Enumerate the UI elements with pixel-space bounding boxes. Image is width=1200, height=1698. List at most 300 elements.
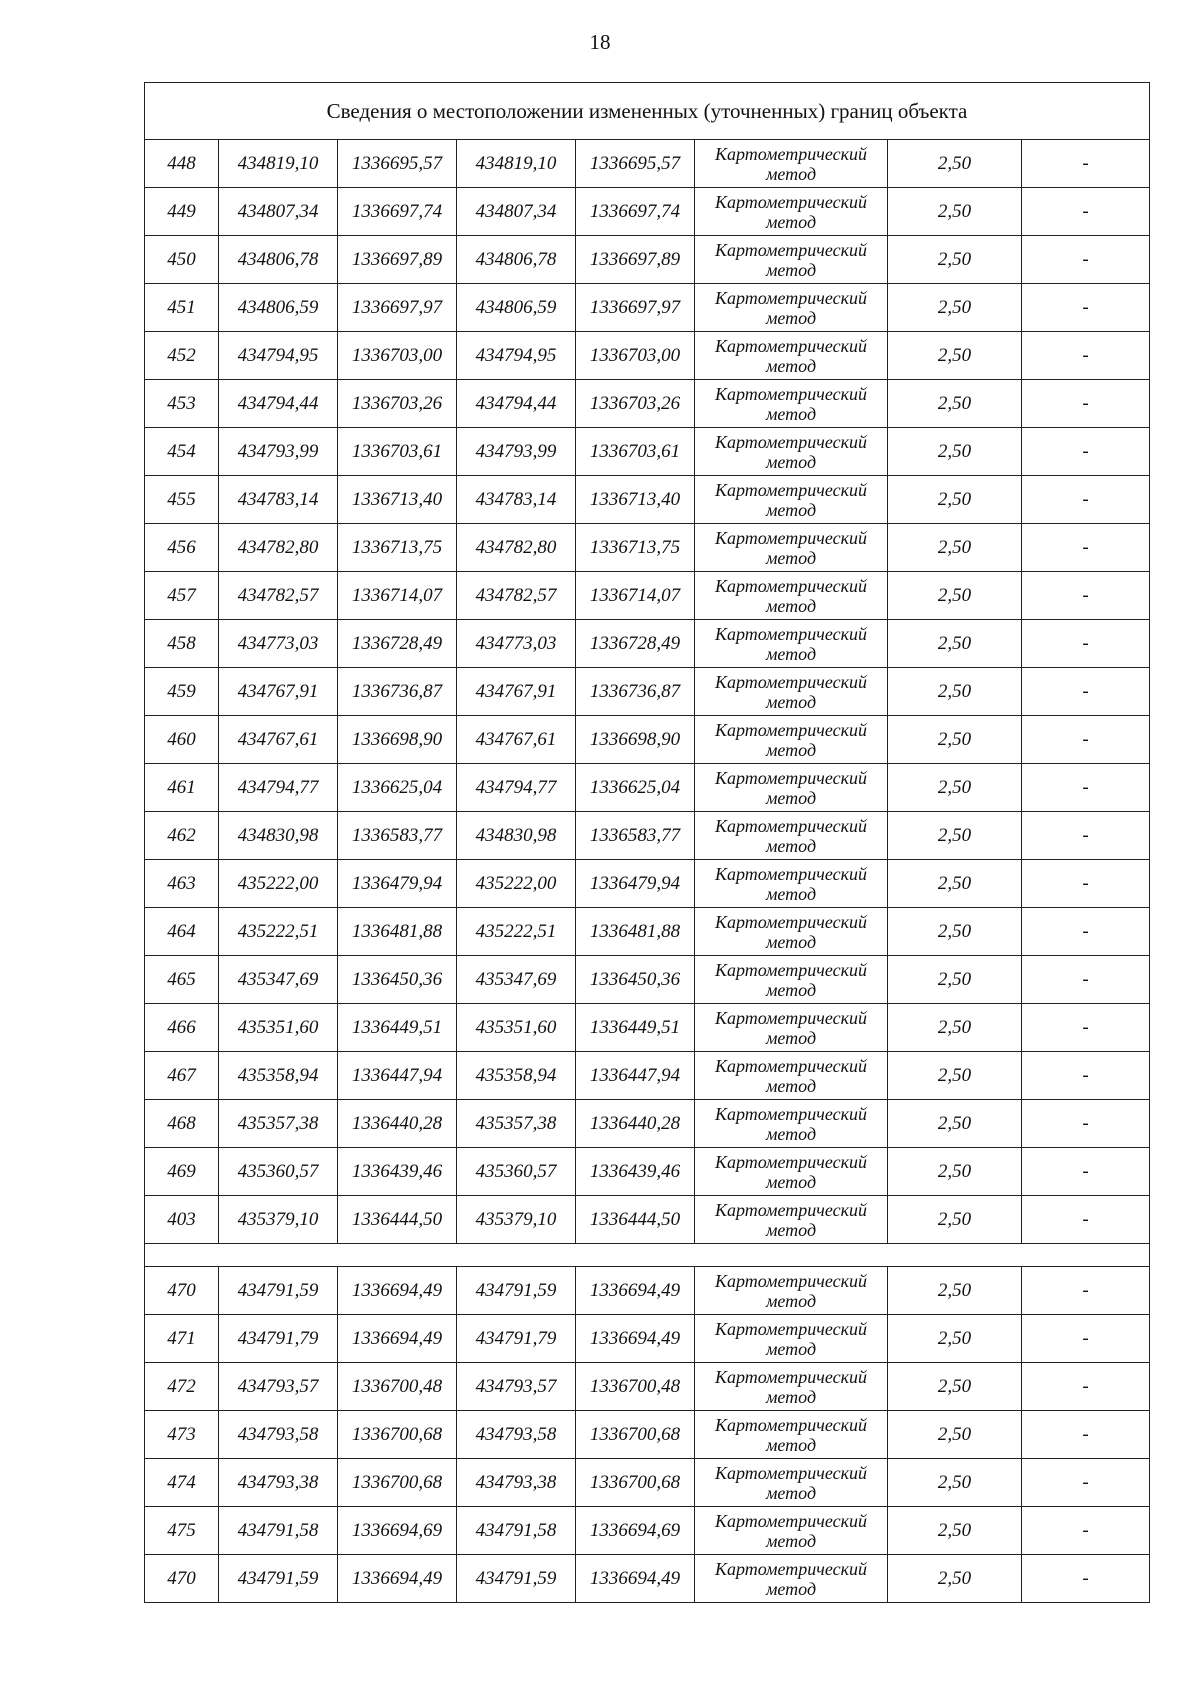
method-line-2: метод [765, 595, 817, 616]
table-row [145, 668, 1150, 716]
method-cell [695, 812, 888, 860]
existing-x-cell: 435360,57 [219, 1148, 338, 1196]
existing-x-cell: 434794,77 [219, 764, 338, 812]
accuracy-cell: 2,50 [888, 1459, 1022, 1507]
contour-separator-cell [145, 1244, 1150, 1267]
method-line-2: метод [765, 1386, 817, 1407]
method-line-1: Картометрический [714, 1151, 867, 1172]
existing-y-cell: 1336713,75 [338, 524, 457, 572]
new-y-cell: 1336700,48 [576, 1363, 695, 1411]
existing-y-cell: 1336583,77 [338, 812, 457, 860]
method-line-2: метод [765, 451, 817, 472]
existing-x-cell: 434773,03 [219, 620, 338, 668]
point-number-cell: 470 [145, 1267, 219, 1315]
method-cell [695, 140, 888, 188]
table-row [145, 1004, 1150, 1052]
table-row [145, 716, 1150, 764]
new-x-cell: 435360,57 [457, 1148, 576, 1196]
existing-y-cell: 1336694,69 [338, 1507, 457, 1555]
description-cell: - [1022, 284, 1150, 332]
new-y-cell: 1336700,68 [576, 1411, 695, 1459]
table-row [145, 1459, 1150, 1507]
accuracy-cell: 2,50 [888, 908, 1022, 956]
new-y-cell: 1336698,90 [576, 716, 695, 764]
method-line-1: Картометрический [714, 1366, 867, 1387]
table-row [145, 380, 1150, 428]
method-cell [695, 860, 888, 908]
existing-y-cell: 1336694,49 [338, 1315, 457, 1363]
existing-x-cell: 434793,57 [219, 1363, 338, 1411]
accuracy-cell: 2,50 [888, 332, 1022, 380]
method-line-1: Картометрический [714, 1103, 867, 1124]
existing-y-cell: 1336736,87 [338, 668, 457, 716]
existing-y-cell: 1336694,49 [338, 1555, 457, 1603]
method-line-1: Картометрический [714, 719, 867, 740]
method-cell [695, 1507, 888, 1555]
accuracy-cell: 2,50 [888, 716, 1022, 764]
new-x-cell: 434767,91 [457, 668, 576, 716]
method-line-1: Картометрический [714, 239, 867, 260]
new-y-cell: 1336697,89 [576, 236, 695, 284]
method-cell [695, 908, 888, 956]
existing-y-cell: 1336440,28 [338, 1100, 457, 1148]
description-cell: - [1022, 1004, 1150, 1052]
new-x-cell: 434791,59 [457, 1555, 576, 1603]
table-row [145, 956, 1150, 1004]
new-x-cell: 434807,34 [457, 188, 576, 236]
new-x-cell: 434793,57 [457, 1363, 576, 1411]
table-row [145, 812, 1150, 860]
accuracy-cell: 2,50 [888, 1148, 1022, 1196]
point-number-cell: 455 [145, 476, 219, 524]
description-cell: - [1022, 1100, 1150, 1148]
method-line-2: метод [765, 1338, 817, 1359]
method-line-2: метод [765, 403, 817, 424]
point-number-cell: 449 [145, 188, 219, 236]
point-number-cell: 457 [145, 572, 219, 620]
accuracy-cell: 2,50 [888, 1411, 1022, 1459]
existing-y-cell: 1336625,04 [338, 764, 457, 812]
new-y-cell: 1336703,61 [576, 428, 695, 476]
new-x-cell: 435347,69 [457, 956, 576, 1004]
method-cell [695, 1315, 888, 1363]
point-number-cell: 451 [145, 284, 219, 332]
table-row [145, 140, 1150, 188]
new-x-cell: 434791,59 [457, 1267, 576, 1315]
point-number-cell: 461 [145, 764, 219, 812]
method-cell [695, 380, 888, 428]
table-row [145, 524, 1150, 572]
accuracy-cell: 2,50 [888, 812, 1022, 860]
table-row [145, 428, 1150, 476]
existing-y-cell: 1336700,68 [338, 1411, 457, 1459]
table-row [145, 1052, 1150, 1100]
accuracy-cell: 2,50 [888, 1100, 1022, 1148]
page-number: 18 [589, 30, 611, 54]
accuracy-cell: 2,50 [888, 620, 1022, 668]
method-cell [695, 332, 888, 380]
point-number-cell: 468 [145, 1100, 219, 1148]
accuracy-cell: 2,50 [888, 1267, 1022, 1315]
table-row [145, 284, 1150, 332]
new-x-cell: 434794,44 [457, 380, 576, 428]
table-row [145, 1555, 1150, 1603]
existing-x-cell: 434767,61 [219, 716, 338, 764]
description-cell: - [1022, 1507, 1150, 1555]
existing-x-cell: 434807,34 [219, 188, 338, 236]
table-row [145, 860, 1150, 908]
point-number-cell: 473 [145, 1411, 219, 1459]
existing-y-cell: 1336700,68 [338, 1459, 457, 1507]
new-x-cell: 435379,10 [457, 1196, 576, 1244]
point-number-cell: 469 [145, 1148, 219, 1196]
table-row [145, 1100, 1150, 1148]
new-y-cell: 1336450,36 [576, 956, 695, 1004]
method-line-2: метод [765, 1075, 817, 1096]
point-number-cell: 474 [145, 1459, 219, 1507]
point-number-cell: 465 [145, 956, 219, 1004]
table-title-row [145, 83, 1150, 140]
point-number-cell: 467 [145, 1052, 219, 1100]
table-row [145, 908, 1150, 956]
existing-y-cell: 1336444,50 [338, 1196, 457, 1244]
accuracy-cell: 2,50 [888, 572, 1022, 620]
method-cell [695, 1196, 888, 1244]
description-cell: - [1022, 1411, 1150, 1459]
accuracy-cell: 2,50 [888, 1196, 1022, 1244]
description-cell: - [1022, 908, 1150, 956]
method-line-1: Картометрический [714, 1270, 867, 1291]
new-y-cell: 1336703,00 [576, 332, 695, 380]
method-cell [695, 428, 888, 476]
existing-y-cell: 1336694,49 [338, 1267, 457, 1315]
existing-x-cell: 434806,59 [219, 284, 338, 332]
new-x-cell: 434793,38 [457, 1459, 576, 1507]
new-x-cell: 434782,57 [457, 572, 576, 620]
method-cell [695, 1100, 888, 1148]
new-y-cell: 1336449,51 [576, 1004, 695, 1052]
method-line-2: метод [765, 307, 817, 328]
existing-x-cell: 434782,80 [219, 524, 338, 572]
method-line-1: Картометрический [714, 575, 867, 596]
method-line-2: метод [765, 211, 817, 232]
description-cell: - [1022, 1459, 1150, 1507]
table-row [145, 572, 1150, 620]
new-x-cell: 435357,38 [457, 1100, 576, 1148]
existing-x-cell: 434793,38 [219, 1459, 338, 1507]
method-line-2: метод [765, 979, 817, 1000]
method-line-1: Картометрический [714, 143, 867, 164]
method-line-2: метод [765, 1290, 817, 1311]
description-cell: - [1022, 572, 1150, 620]
method-line-1: Картометрический [714, 287, 867, 308]
method-line-2: метод [765, 691, 817, 712]
method-line-1: Картометрический [714, 1510, 867, 1531]
point-number-cell: 459 [145, 668, 219, 716]
method-line-1: Картометрический [714, 335, 867, 356]
method-line-1: Картометрический [714, 383, 867, 404]
method-line-1: Картометрический [714, 1558, 867, 1579]
description-cell: - [1022, 428, 1150, 476]
existing-x-cell: 435222,51 [219, 908, 338, 956]
method-line-2: метод [765, 547, 817, 568]
accuracy-cell: 2,50 [888, 428, 1022, 476]
new-y-cell: 1336714,07 [576, 572, 695, 620]
point-number-cell: 452 [145, 332, 219, 380]
method-cell [695, 668, 888, 716]
method-line-2: метод [765, 1171, 817, 1192]
method-line-2: метод [765, 1482, 817, 1503]
method-line-1: Картометрический [714, 527, 867, 548]
new-y-cell: 1336694,49 [576, 1315, 695, 1363]
method-line-2: метод [765, 1578, 817, 1599]
accuracy-cell: 2,50 [888, 188, 1022, 236]
method-line-2: метод [765, 355, 817, 376]
method-cell [695, 1004, 888, 1052]
new-x-cell: 434794,77 [457, 764, 576, 812]
new-x-cell: 435351,60 [457, 1004, 576, 1052]
method-cell [695, 1363, 888, 1411]
existing-y-cell: 1336697,74 [338, 188, 457, 236]
method-line-2: метод [765, 739, 817, 760]
method-line-1: Картометрический [714, 431, 867, 452]
description-cell: - [1022, 188, 1150, 236]
new-x-cell: 434767,61 [457, 716, 576, 764]
new-y-cell: 1336694,69 [576, 1507, 695, 1555]
method-line-2: метод [765, 1530, 817, 1551]
existing-y-cell: 1336700,48 [338, 1363, 457, 1411]
point-number-cell: 475 [145, 1507, 219, 1555]
method-line-1: Картометрический [714, 1318, 867, 1339]
method-cell [695, 620, 888, 668]
table-row [145, 1411, 1150, 1459]
contour-separator-row [145, 1244, 1150, 1267]
existing-y-cell: 1336703,26 [338, 380, 457, 428]
point-number-cell: 456 [145, 524, 219, 572]
accuracy-cell: 2,50 [888, 1363, 1022, 1411]
method-cell [695, 476, 888, 524]
existing-y-cell: 1336449,51 [338, 1004, 457, 1052]
method-line-2: метод [765, 499, 817, 520]
method-line-1: Картометрический [714, 863, 867, 884]
accuracy-cell: 2,50 [888, 1315, 1022, 1363]
point-number-cell: 464 [145, 908, 219, 956]
method-cell [695, 764, 888, 812]
accuracy-cell: 2,50 [888, 764, 1022, 812]
method-line-1: Картометрический [714, 671, 867, 692]
new-y-cell: 1336583,77 [576, 812, 695, 860]
existing-x-cell: 434791,59 [219, 1555, 338, 1603]
new-y-cell: 1336481,88 [576, 908, 695, 956]
new-y-cell: 1336625,04 [576, 764, 695, 812]
new-x-cell: 434806,59 [457, 284, 576, 332]
existing-y-cell: 1336703,61 [338, 428, 457, 476]
accuracy-cell: 2,50 [888, 668, 1022, 716]
method-cell [695, 1555, 888, 1603]
method-cell [695, 1267, 888, 1315]
new-x-cell: 435222,00 [457, 860, 576, 908]
new-x-cell: 434782,80 [457, 524, 576, 572]
accuracy-cell: 2,50 [888, 236, 1022, 284]
existing-x-cell: 434806,78 [219, 236, 338, 284]
existing-x-cell: 434819,10 [219, 140, 338, 188]
description-cell: - [1022, 764, 1150, 812]
description-cell: - [1022, 380, 1150, 428]
new-x-cell: 435358,94 [457, 1052, 576, 1100]
new-x-cell: 434830,98 [457, 812, 576, 860]
existing-y-cell: 1336698,90 [338, 716, 457, 764]
method-line-2: метод [765, 835, 817, 856]
description-cell: - [1022, 956, 1150, 1004]
new-y-cell: 1336694,49 [576, 1267, 695, 1315]
accuracy-cell: 2,50 [888, 1052, 1022, 1100]
point-number-cell: 458 [145, 620, 219, 668]
point-number-cell: 454 [145, 428, 219, 476]
point-number-cell: 466 [145, 1004, 219, 1052]
point-number-cell: 450 [145, 236, 219, 284]
description-cell: - [1022, 1363, 1150, 1411]
description-cell: - [1022, 1555, 1150, 1603]
accuracy-cell: 2,50 [888, 1555, 1022, 1603]
existing-y-cell: 1336695,57 [338, 140, 457, 188]
existing-x-cell: 434794,95 [219, 332, 338, 380]
point-number-cell: 470 [145, 1555, 219, 1603]
new-x-cell: 435222,51 [457, 908, 576, 956]
method-line-2: метод [765, 1219, 817, 1240]
description-cell: - [1022, 620, 1150, 668]
description-cell: - [1022, 140, 1150, 188]
existing-x-cell: 434791,59 [219, 1267, 338, 1315]
existing-x-cell: 434793,99 [219, 428, 338, 476]
description-cell: - [1022, 236, 1150, 284]
existing-y-cell: 1336697,97 [338, 284, 457, 332]
accuracy-cell: 2,50 [888, 284, 1022, 332]
new-y-cell: 1336694,49 [576, 1555, 695, 1603]
method-line-2: метод [765, 883, 817, 904]
method-cell [695, 236, 888, 284]
method-line-1: Картометрический [714, 959, 867, 980]
new-x-cell: 434819,10 [457, 140, 576, 188]
table-row [145, 1363, 1150, 1411]
existing-y-cell: 1336481,88 [338, 908, 457, 956]
method-line-2: метод [765, 1027, 817, 1048]
accuracy-cell: 2,50 [888, 956, 1022, 1004]
description-cell: - [1022, 524, 1150, 572]
new-x-cell: 434783,14 [457, 476, 576, 524]
method-line-2: метод [765, 1434, 817, 1455]
table-title: Сведения о местоположении измененных (уточненных) границ объекта [145, 83, 1150, 140]
new-y-cell: 1336700,68 [576, 1459, 695, 1507]
table-row [145, 1267, 1150, 1315]
description-cell: - [1022, 1267, 1150, 1315]
accuracy-cell: 2,50 [888, 524, 1022, 572]
new-y-cell: 1336703,26 [576, 380, 695, 428]
table-row [145, 332, 1150, 380]
description-cell: - [1022, 860, 1150, 908]
method-line-1: Картометрический [714, 623, 867, 644]
new-x-cell: 434806,78 [457, 236, 576, 284]
existing-x-cell: 434830,98 [219, 812, 338, 860]
method-line-1: Картометрический [714, 1007, 867, 1028]
existing-y-cell: 1336479,94 [338, 860, 457, 908]
accuracy-cell: 2,50 [888, 1004, 1022, 1052]
point-number-cell: 460 [145, 716, 219, 764]
existing-y-cell: 1336697,89 [338, 236, 457, 284]
new-y-cell: 1336728,49 [576, 620, 695, 668]
new-y-cell: 1336713,75 [576, 524, 695, 572]
method-line-2: метод [765, 1123, 817, 1144]
new-y-cell: 1336444,50 [576, 1196, 695, 1244]
table-row [145, 476, 1150, 524]
new-y-cell: 1336439,46 [576, 1148, 695, 1196]
table-row [145, 764, 1150, 812]
existing-x-cell: 435358,94 [219, 1052, 338, 1100]
method-cell [695, 956, 888, 1004]
new-y-cell: 1336736,87 [576, 668, 695, 716]
method-line-1: Картометрический [714, 1462, 867, 1483]
table-row [145, 236, 1150, 284]
new-x-cell: 434793,58 [457, 1411, 576, 1459]
method-line-2: метод [765, 787, 817, 808]
new-y-cell: 1336479,94 [576, 860, 695, 908]
method-line-1: Картометрический [714, 1414, 867, 1435]
table-row [145, 1315, 1150, 1363]
accuracy-cell: 2,50 [888, 140, 1022, 188]
method-cell [695, 1148, 888, 1196]
existing-x-cell: 434767,91 [219, 668, 338, 716]
point-number-cell: 471 [145, 1315, 219, 1363]
existing-x-cell: 434794,44 [219, 380, 338, 428]
table-row [145, 188, 1150, 236]
method-cell [695, 1052, 888, 1100]
existing-x-cell: 435222,00 [219, 860, 338, 908]
method-line-2: метод [765, 259, 817, 280]
point-number-cell: 472 [145, 1363, 219, 1411]
method-line-1: Картометрический [714, 191, 867, 212]
method-line-2: метод [765, 163, 817, 184]
new-y-cell: 1336447,94 [576, 1052, 695, 1100]
new-x-cell: 434773,03 [457, 620, 576, 668]
existing-y-cell: 1336439,46 [338, 1148, 457, 1196]
existing-y-cell: 1336713,40 [338, 476, 457, 524]
existing-x-cell: 434782,57 [219, 572, 338, 620]
method-line-1: Картометрический [714, 911, 867, 932]
method-cell [695, 188, 888, 236]
point-number-cell: 403 [145, 1196, 219, 1244]
description-cell: - [1022, 1315, 1150, 1363]
accuracy-cell: 2,50 [888, 860, 1022, 908]
method-line-1: Картометрический [714, 1055, 867, 1076]
method-line-2: метод [765, 643, 817, 664]
table-row [145, 1148, 1150, 1196]
method-cell [695, 284, 888, 332]
description-cell: - [1022, 332, 1150, 380]
method-cell [695, 1411, 888, 1459]
accuracy-cell: 2,50 [888, 476, 1022, 524]
point-number-cell: 463 [145, 860, 219, 908]
new-y-cell: 1336695,57 [576, 140, 695, 188]
method-line-2: метод [765, 931, 817, 952]
description-cell: - [1022, 1052, 1150, 1100]
new-y-cell: 1336697,74 [576, 188, 695, 236]
description-cell: - [1022, 1148, 1150, 1196]
description-cell: - [1022, 476, 1150, 524]
new-y-cell: 1336713,40 [576, 476, 695, 524]
new-x-cell: 434791,79 [457, 1315, 576, 1363]
point-number-cell: 462 [145, 812, 219, 860]
existing-x-cell: 434793,58 [219, 1411, 338, 1459]
accuracy-cell: 2,50 [888, 1507, 1022, 1555]
